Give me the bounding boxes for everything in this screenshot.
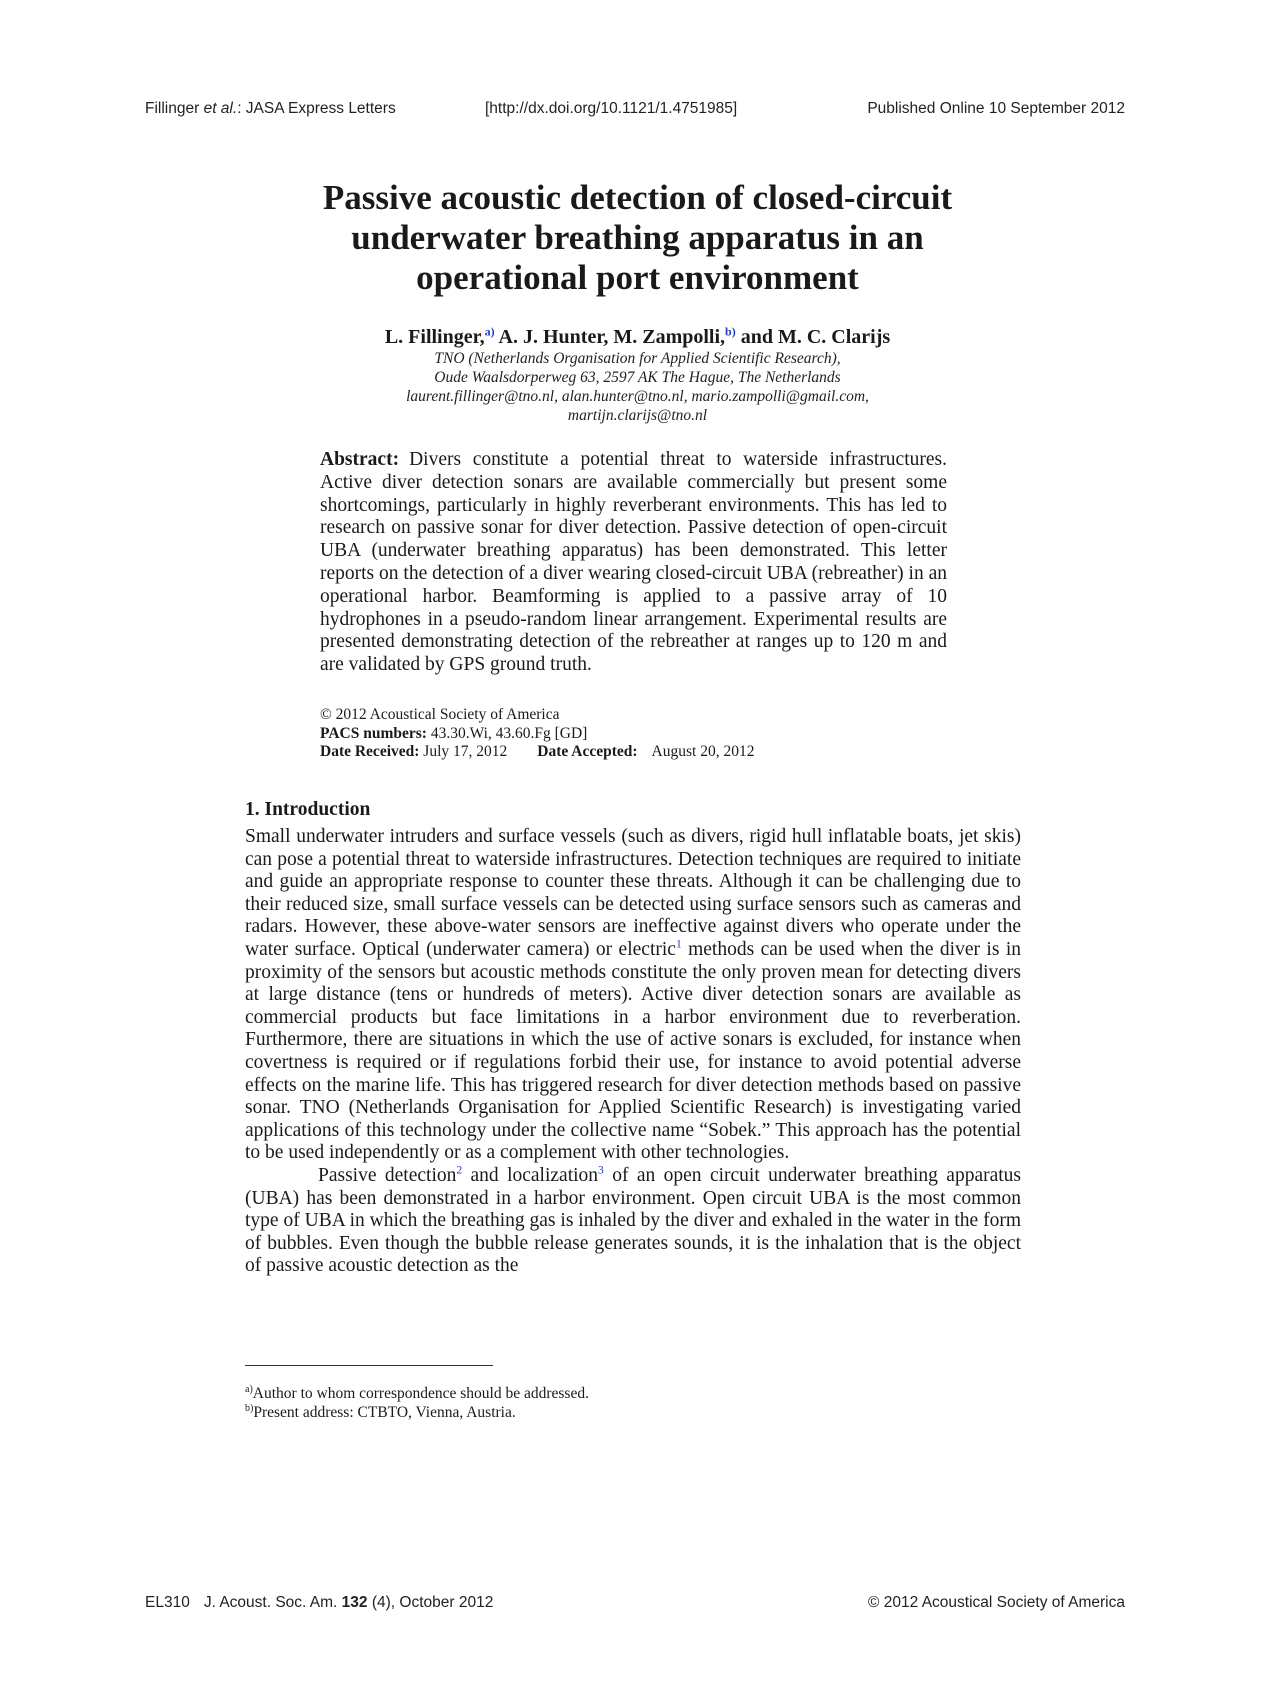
footnote-divider [245,1365,493,1366]
issue-date: (4), October 2012 [367,1594,494,1611]
footnote-mark: a) [245,1383,253,1395]
section-heading: 1. Introduction [245,799,371,820]
author-clarijs: and M. C. Clarijs [735,326,891,348]
header-author: Fillinger [145,100,200,117]
footer-copyright: © 2012 Acoustical Society of America [868,1594,1125,1611]
author-hunter-zampolli: A. J. Hunter, M. Zampolli, [494,326,726,348]
footnote-mark: b) [245,1402,254,1414]
footnote-text: Present address: CTBTO, Vienna, Austria. [253,1404,516,1421]
footnote [245,1384,1021,1403]
footnote-text: Author to whom correspondence should be addressed. [252,1385,589,1402]
accepted-value: August 20, 2012 [651,743,755,760]
header-published-date: Published Online 10 September 2012 [867,100,1125,117]
received-value: July 17, 2012 [419,743,508,760]
pacs-line [320,725,947,744]
footnote-ref-a[interactable]: a) [484,324,495,339]
copyright-line: © 2012 Acoustical Society of America [320,706,560,723]
paper-title [200,178,1075,298]
abstract-label: Abstract: [320,449,400,470]
paragraph-text: Passive detection [318,1164,457,1186]
running-footer [145,1594,1125,1614]
affiliation-line: Oude Waalsdorperweg 63, 2597 AK The Hague, The Netherlands [434,369,841,386]
footnotes [245,1384,1021,1422]
footer-citation [145,1594,493,1612]
paragraph-text: methods can be used when the diver is in proximity of the sensors but acoustic methods constitute the only proven mean for detecting divers at large distance (tens or hundreds of meters). Active diver detection sonars are available as commercial products but face limitations in a harbor environment due to reverberation. Furthermore, there are situations in which the use of active sonars is excluded, for instance when covertness is required or if regulations forbid their use, for instance to avoid potential adverse effects on the marine life. This has triggered research for diver detection methods based on passive sonar. TNO (Netherlands Organisation for Applied Scientific Research) is investigating varied applications of this technology under the collective name “Sobek.” This approach has the potential to be used independently or as a complement with other technologies. [245,938,1021,1164]
paragraph-text: and localization [462,1164,599,1186]
pacs-label: PACS numbers: [320,724,427,742]
header-doi[interactable]: [http://dx.doi.org/10.1121/1.4751985] [485,100,738,117]
author-fillinger: L. Fillinger, [384,326,485,348]
header-citation [145,100,396,118]
citation-ref[interactable]: 2 [456,1164,463,1177]
header-journal: : JASA Express Letters [237,100,396,117]
volume-number: 132 [341,1594,368,1611]
citation-ref[interactable]: 3 [598,1164,604,1177]
footnote [245,1403,1021,1422]
introduction-body [245,826,1021,1278]
footnote-ref-b[interactable]: b) [725,324,736,339]
citation-ref[interactable]: 1 [675,938,682,951]
paragraph [245,826,1021,1165]
accepted-label: Date Accepted: [537,743,638,760]
journal-abbr: J. Acoust. Soc. Am. [203,1594,342,1611]
affiliation-line: TNO (Netherlands Organisation for Applied Scientific Research), [434,350,841,367]
author-list [200,325,1075,349]
abstract-text: Divers constitute a potential threat to waterside infrastructures. Active diver detection sonars are available commercially but present some shortcomings, particularly in highly reverberant environments. This has led to research on passive sonar for diver detection. Passive detection of open-circuit UBA (underwater breathing apparatus) has been demonstrated. This letter reports on the detection of a diver wearing closed-circuit UBA (rebreather) in an operational harbor. Beamforming is applied to a passive array of 10 hydrophones in a pseudo-random linear arrangement. Experimental results are presented demonstrating detection of the rebreather at ranges up to 120 m and are validated by GPS ground truth. [320,449,947,676]
title-line: operational port environment [416,258,859,297]
received-label: Date Received: [320,743,420,760]
title-line: underwater breathing apparatus in an [351,218,924,257]
running-header [145,100,1125,120]
paragraph-text: of an open circuit underwater breathing apparatus (UBA) has been demonstrated in a harbor environment. Open circuit UBA is the most common type of UBA in which the breathing gas is inhaled by the diver and exhaled in the water in the form of bubbles. Even though the bubble release generates sounds, it is the inhalation that is the object of passive acoustic detection as the [245,1164,1022,1277]
abstract [320,449,947,677]
paragraph [245,1165,1021,1278]
header-etal: et al. [203,100,238,117]
paragraph-text: Small underwater intruders and surface vessels (such as divers, rigid hull inflatable boats, jet skis) can pose a potential threat to waterside infrastructures. Detection techniques are required to initiate and guide an appropriate response to counter these threats. Although it can be challenging due to their reduced size, small surface vessels can be detected using surface sensors such as cameras and radars. However, these above-water sensors are ineffective against divers who operate under the water surface. Optical (underwater camera) or electric [245,826,1021,960]
affiliation [200,349,1075,425]
pacs-value: 43.30.Wi, 43.60.Fg [GD] [426,724,588,742]
title-line: Passive acoustic detection of closed-circuit [322,178,953,217]
affiliation-emails: laurent.fillinger@tno.nl, alan.hunter@tno.nl, mario.zampolli@gmail.com, [406,388,869,405]
page-code: EL310 [145,1594,190,1611]
affiliation-emails: martijn.clarijs@tno.nl [567,407,708,424]
dates-line [320,743,947,762]
article-metadata [320,706,947,762]
